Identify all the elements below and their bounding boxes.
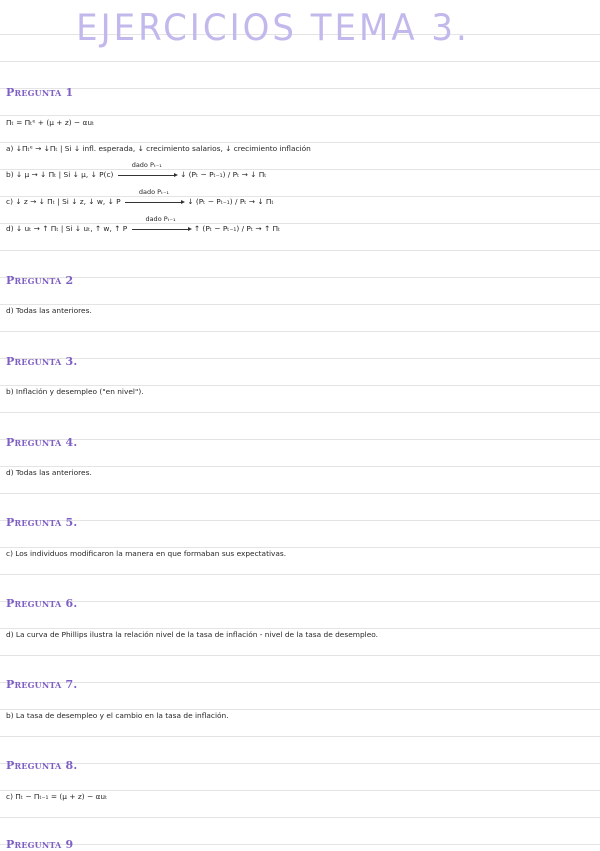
- question-6-answer: d) La curva de Phillips ilustra la relación nivel de la tasa de inflación - nivel de la tasa de desempleo.: [6, 630, 378, 639]
- answer-d-text: d) ↓ uₜ → ↑ Πₜ | Si ↓ uₜ, ↑ w, ↑ P: [6, 224, 128, 233]
- answer-b-text: b) ↓ μ → ↓ Πₜ | Si ↓ μ, ↓ P(c): [6, 170, 114, 179]
- given-price-arrow: [116, 161, 178, 179]
- given-price-arrow: [123, 188, 185, 206]
- question-5-answer: c) Los individuos modificaron la manera en que formaban sus expectativas.: [6, 549, 287, 558]
- answer-c-result: ↓ (Pₜ − Pₜ₋₁) / Pₜ → ↓ Πₜ: [187, 197, 274, 206]
- question-8-heading: Pregunta 8.: [6, 759, 78, 772]
- question-7-answer: b) La tasa de desempleo y el cambio en la tasa de inflación.: [6, 711, 229, 720]
- question-1-heading: Pregunta 1: [6, 86, 74, 99]
- question-5-heading: Pregunta 5.: [6, 516, 78, 529]
- question-1-answer-b: [6, 161, 267, 179]
- question-4-answer: d) Todas las anteriores.: [6, 468, 92, 477]
- question-2-heading: Pregunta 2: [6, 274, 74, 287]
- arrow-label: dado Pₜ₋₁: [131, 161, 162, 169]
- question-9-heading: Pregunta 9: [6, 838, 74, 851]
- answer-c-text: c) ↓ z → ↓ Πₜ | Si ↓ z, ↓ w, ↓ P: [6, 197, 121, 206]
- question-2-answer: d) Todas las anteriores.: [6, 306, 92, 315]
- page-title: EJERCICIOS TEMA 3.: [76, 6, 470, 50]
- question-3-answer: b) Inflación y desempleo ("en nivel").: [6, 387, 144, 396]
- question-1-formula: Πₜ = Πₜᵉ + (μ + z) − αuₜ: [6, 118, 95, 127]
- arrow-label: dado Pₜ₋₁: [138, 188, 170, 196]
- question-3-heading: Pregunta 3.: [6, 355, 78, 368]
- question-8-answer: c) Πₜ − Πₜ₋₁ = (μ + z) − αuₜ: [6, 792, 108, 801]
- question-1-answer-d: [6, 215, 281, 233]
- answer-d-result: ↑ (Pₜ − Pₜ₋₁) / Pₜ → ↑ Πₜ: [193, 224, 281, 233]
- answer-b-result: ↓ (Pₜ − Pₜ₋₁) / Pₜ → ↓ Πₜ: [180, 170, 267, 179]
- question-4-heading: Pregunta 4.: [6, 436, 78, 449]
- arrow-label: dado Pₜ₋₁: [145, 215, 176, 223]
- question-1-answer-c: [6, 188, 274, 206]
- question-6-heading: Pregunta 6.: [6, 597, 78, 610]
- question-1-answer-a: a) ↓Πₜᵉ → ↓Πₜ | Si ↓ infl. esperada, ↓ crecimiento salarios, ↓ crecimiento inflación: [6, 144, 311, 153]
- question-7-heading: Pregunta 7.: [6, 678, 78, 691]
- given-price-arrow: [130, 215, 192, 233]
